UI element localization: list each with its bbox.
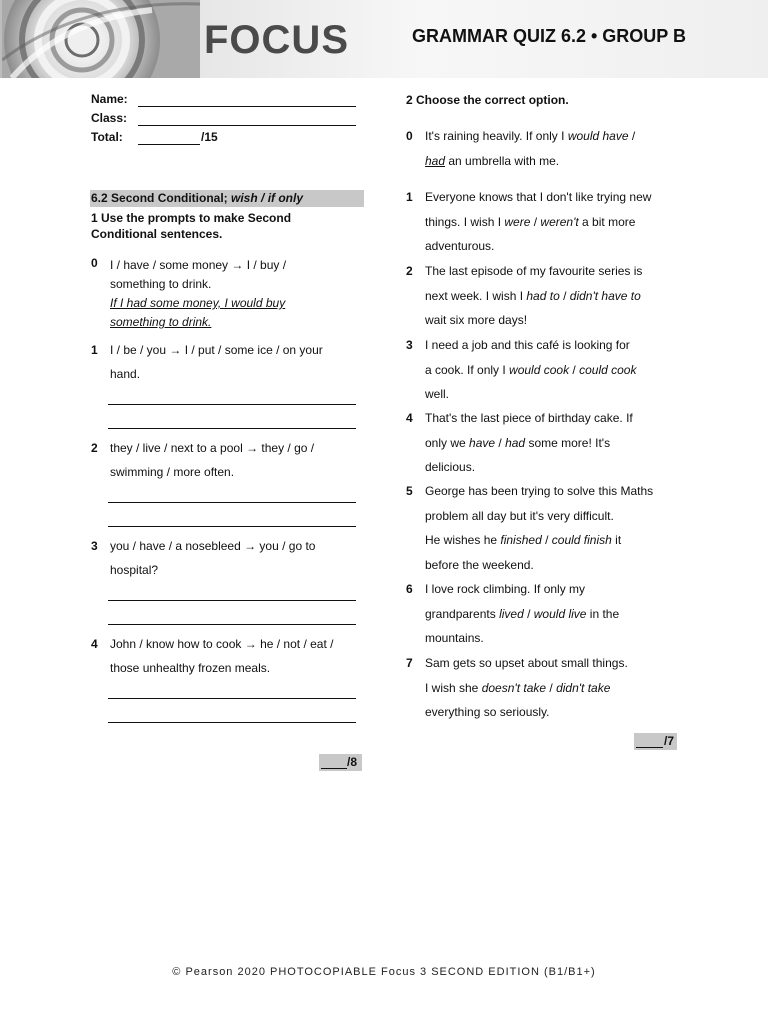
s1-answer-line[interactable] <box>108 490 356 503</box>
section2-score <box>634 733 677 750</box>
s2-item-line <box>425 234 651 259</box>
s2-item-number: 0 <box>406 129 413 143</box>
s2-option[interactable]: were <box>504 214 531 229</box>
s2-option[interactable]: didn't have to <box>569 288 641 303</box>
s1-item-prompt-line: swimming / more often. <box>110 465 235 479</box>
s2-option[interactable]: finished <box>500 533 542 547</box>
s2-item-text <box>425 651 628 725</box>
s2-item-line <box>425 210 651 235</box>
s2-text-segment: a cook. If only I <box>425 362 510 377</box>
total-field[interactable] <box>138 130 200 145</box>
focus-logo-graphic <box>2 0 200 78</box>
class-field[interactable] <box>138 111 356 126</box>
total-max: /15 <box>201 130 218 144</box>
s1-item-prompt-line: I / have / some money → I / buy / <box>110 258 287 272</box>
s1-item-prompt-line: hand. <box>110 367 141 381</box>
s2-text-segment: well. <box>425 387 450 401</box>
s2-option[interactable]: had to <box>526 288 560 303</box>
s2-text-segment: I love rock climbing. If only my <box>425 582 586 596</box>
s2-option[interactable]: doesn't take <box>481 680 547 695</box>
s2-item-line <box>425 626 619 651</box>
s2-item-line <box>425 284 642 309</box>
s2-text-segment: mountains. <box>425 631 484 645</box>
s2-text-segment: a bit more <box>578 214 636 229</box>
s2-option[interactable]: would cook <box>509 362 570 377</box>
s2-item-number: 3 <box>406 338 413 352</box>
s2-text-segment: wait six more days! <box>425 313 528 327</box>
s1-item-prompt-line: something to drink. <box>110 277 212 291</box>
s2-text-segment: problem all day but it's very difficult. <box>425 508 614 523</box>
s2-item-text <box>425 259 642 333</box>
s2-text-segment: / <box>546 680 557 695</box>
s2-item-line <box>425 455 633 480</box>
s2-text-segment: / <box>523 606 534 621</box>
section1-instruction: 1 Use the prompts to make Second Conditional sentences. <box>91 211 292 241</box>
s1-item-number: 1 <box>91 343 98 357</box>
s2-item-line <box>425 479 653 504</box>
class-label: Class: <box>91 111 128 125</box>
s2-item-number: 2 <box>406 264 413 278</box>
section2-instruction: 2 Choose the correct option. <box>406 93 569 107</box>
s2-option[interactable]: would live <box>533 606 587 621</box>
s1-item-number: 2 <box>91 441 98 455</box>
s2-text-segment: only we <box>425 435 470 450</box>
section1-score-blank[interactable] <box>321 754 347 769</box>
s1-item-prompt <box>110 256 286 332</box>
section2-score-max: /7 <box>664 734 675 748</box>
s1-item-number: 0 <box>91 256 98 270</box>
s1-item-number: 3 <box>91 539 98 553</box>
s1-example-answer: If I had some money, I would buy <box>110 296 286 310</box>
s2-item-line <box>425 651 628 676</box>
brand-name: FOCUS <box>204 18 349 62</box>
s2-option[interactable]: would have <box>567 129 629 143</box>
s2-item-text <box>425 479 653 577</box>
s2-option[interactable]: have <box>469 435 496 450</box>
s1-item-prompt-line: John / know how to cook → he / not / eat / <box>110 637 334 651</box>
s1-answer-line[interactable] <box>108 514 356 527</box>
s2-text-segment: some more! It's <box>525 435 611 450</box>
section1-score <box>319 754 362 771</box>
s1-item-prompt <box>110 338 323 386</box>
s2-item-line <box>425 553 653 578</box>
s2-option[interactable]: didn't take <box>556 680 611 695</box>
s1-item-prompt <box>110 436 314 484</box>
name-field[interactable] <box>138 92 356 107</box>
section1-heading-topic: wish / if only <box>231 191 304 205</box>
total-label: Total: <box>91 130 123 144</box>
s2-text-segment: / <box>541 533 552 547</box>
s2-text-segment: an umbrella with me. <box>445 154 560 168</box>
s2-option[interactable]: had <box>505 435 526 450</box>
s2-item-line <box>425 406 633 431</box>
s2-text-segment: He wishes he <box>425 533 501 547</box>
s1-item-number: 4 <box>91 637 98 651</box>
s1-item-prompt-line: they / live / next to a pool → they / go / <box>110 441 315 455</box>
s2-item-line <box>425 124 635 149</box>
s2-option[interactable]: could finish <box>551 533 612 547</box>
s1-item-prompt-line: you / have / a nosebleed → you / go to <box>110 539 316 553</box>
s2-text-segment: / <box>495 435 506 450</box>
s1-item-prompt-line: I / be / you → I / put / some ice / on your <box>110 343 323 357</box>
s2-item-number: 4 <box>406 411 413 425</box>
section2-score-blank[interactable] <box>636 733 663 748</box>
s2-text-segment: delicious. <box>425 460 476 474</box>
s2-text-segment: it <box>611 533 622 547</box>
s2-item-line <box>425 504 653 529</box>
page-header <box>0 0 768 78</box>
s2-text-segment: in the <box>586 606 620 621</box>
s2-text-segment: That's the last piece of birthday cake. If <box>425 411 633 425</box>
s1-answer-line[interactable] <box>108 588 356 601</box>
s2-text-segment: Sam gets so upset about small things. <box>425 656 628 670</box>
s2-text-segment: grandparents <box>425 606 500 621</box>
s2-text-segment: I need a job and this café is looking for <box>425 338 630 352</box>
s2-option[interactable]: lived <box>499 606 524 621</box>
s2-item-number: 7 <box>406 656 413 670</box>
s2-text-segment: / <box>559 288 570 303</box>
s1-item-prompt-line: those unhealthy frozen meals. <box>110 661 271 675</box>
s2-text-segment: next week. I wish I <box>425 288 527 303</box>
s2-item-line <box>425 308 642 333</box>
s1-item-prompt-line: hospital? <box>110 563 159 577</box>
s2-item-text <box>425 406 633 480</box>
s2-item-line <box>425 149 635 174</box>
s1-item-prompt <box>110 632 333 680</box>
s2-item-text <box>425 333 636 407</box>
s2-item-line <box>425 333 636 358</box>
s1-answer-line[interactable] <box>108 710 356 723</box>
s2-option[interactable]: could cook <box>579 362 637 377</box>
s2-text-segment: / <box>569 362 580 377</box>
s2-text-segment: things. I wish I <box>425 214 505 229</box>
s2-text-segment: It's raining heavily. If only I <box>425 129 568 143</box>
s2-item-number: 6 <box>406 582 413 596</box>
s1-example-answer: something to drink. <box>110 315 212 329</box>
s2-option[interactable]: had <box>425 154 446 168</box>
s2-item-line <box>425 382 636 407</box>
s2-text-segment: adventurous. <box>425 239 495 253</box>
s1-item-prompt <box>110 534 315 582</box>
s2-item-number: 5 <box>406 484 413 498</box>
s2-item-line <box>425 185 651 210</box>
s2-item-line <box>425 431 633 456</box>
s2-item-line <box>425 577 619 602</box>
s2-text-segment: The last episode of my favourite series is <box>425 264 643 278</box>
s2-option[interactable]: weren't <box>540 214 579 229</box>
s2-item-line <box>425 358 636 383</box>
s1-answer-line[interactable] <box>108 612 356 625</box>
page-footer: © Pearson 2020 PHOTOCOPIABLE Focus 3 SECOND EDITION (B1/B1+) <box>172 966 596 978</box>
quiz-title: GRAMMAR QUIZ 6.2 • GROUP B <box>412 26 686 46</box>
s1-answer-line[interactable] <box>108 416 356 429</box>
s1-answer-line[interactable] <box>108 392 356 405</box>
s2-item-text <box>425 185 651 259</box>
s2-text-segment: before the weekend. <box>425 557 534 572</box>
s2-item-line <box>425 528 653 553</box>
s2-text-segment: / <box>628 129 636 143</box>
section1-heading-text: 6.2 Second Conditional; <box>91 191 232 205</box>
s2-text-segment: I wish she <box>425 680 482 695</box>
s2-item-number: 1 <box>406 190 413 204</box>
name-label: Name: <box>91 92 128 106</box>
s2-item-line <box>425 700 628 725</box>
s2-item-line <box>425 259 642 284</box>
section1-score-max: /8 <box>347 755 358 769</box>
s2-text-segment: / <box>530 214 541 229</box>
s2-item-text <box>425 577 619 651</box>
s2-item-line <box>425 602 619 627</box>
s2-text-segment: George has been trying to solve this Maths <box>425 484 654 498</box>
s2-text-segment: Everyone knows that I don't like trying new <box>425 190 652 204</box>
section1-heading <box>90 190 364 207</box>
s1-answer-line[interactable] <box>108 686 356 699</box>
s2-text-segment: everything so seriously. <box>425 705 550 719</box>
s2-item-line <box>425 676 628 701</box>
s2-item-text <box>425 124 635 174</box>
